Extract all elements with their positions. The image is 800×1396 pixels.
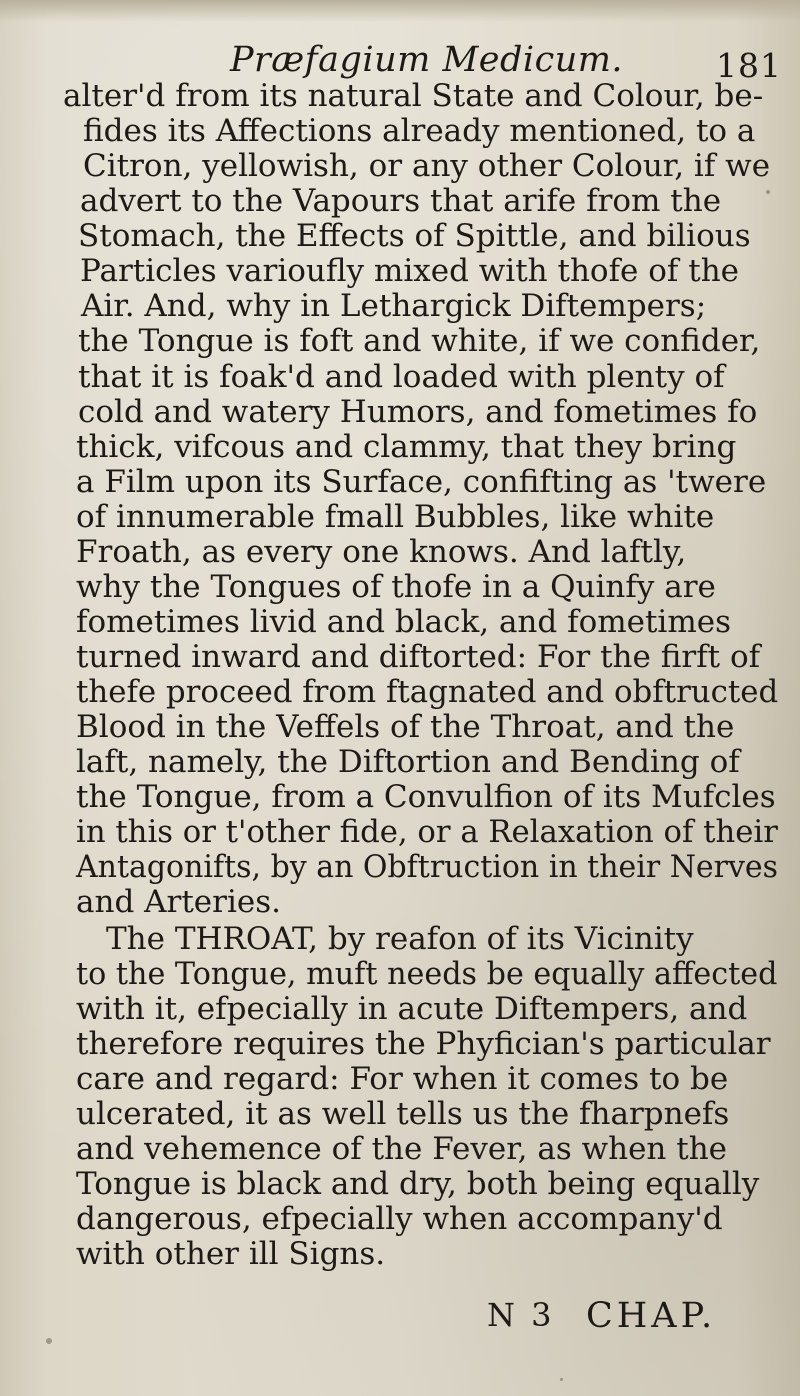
paper-speck	[766, 190, 770, 194]
text-line: the Tongue, from a Convulfion of its Mufcles	[76, 779, 776, 815]
text-line: with it, efpecially in acute Diftempers, and	[76, 991, 748, 1027]
text-line: therefore requires the Phyfician's particular	[76, 1026, 771, 1062]
text-line: to the Tongue, muft needs be equally affected	[76, 956, 778, 992]
running-head-title: Præfagium Medicum.	[230, 40, 624, 80]
text-line: Particles varioufly mixed with thofe of the	[80, 253, 740, 289]
text-line: fides its Affections already mentioned, to a	[83, 113, 756, 149]
text-line: with other ill Signs.	[76, 1236, 386, 1272]
paper-speck	[46, 1338, 52, 1344]
text-line: Citron, yellowish, or any other Colour, if we	[83, 148, 771, 184]
paper-speck	[560, 1378, 563, 1381]
text-line: and vehemence of the Fever, as when the	[76, 1131, 728, 1167]
catchword: CHAP.	[586, 1296, 717, 1336]
text-line: advert to the Vapours that arife from the	[80, 183, 722, 219]
page-footer	[0, 1296, 800, 1346]
text-line: laft, namely, the Diftortion and Bending of	[76, 744, 740, 780]
text-line: The THROAT, by reafon of its Vicinity	[106, 921, 694, 957]
signature-mark: N 3	[487, 1296, 555, 1334]
text-line: fometimes livid and black, and fometimes	[76, 604, 731, 640]
text-line: thick, vifcous and clammy, that they bring	[76, 429, 737, 465]
text-line: and Arteries.	[76, 884, 281, 920]
text-line: the Tongue is foft and white, if we confider,	[78, 323, 761, 359]
text-line: of innumerable fmall Bubbles, like white	[76, 499, 715, 535]
text-line: care and regard: For when it comes to be	[76, 1061, 729, 1097]
text-line: Tongue is black and dry, both being equally	[76, 1166, 760, 1202]
page-top-edge	[0, 0, 800, 22]
text-line: Stomach, the Effects of Spittle, and bilious	[78, 218, 751, 254]
text-line: ulcerated, it as well tells us the fharpnefs	[76, 1096, 730, 1132]
text-line: in this or t'other fide, or a Relaxation of their	[76, 814, 778, 850]
text-line: that it is foak'd and loaded with plenty of	[78, 359, 725, 395]
text-line: Air. And, why in Lethargick Diftempers;	[81, 288, 707, 324]
text-line: alter'd from its natural State and Colour, be-	[63, 78, 764, 114]
text-line: Blood in the Veffels of the Throat, and the	[76, 709, 735, 745]
text-line: Froath, as every one knows. And laftly,	[76, 534, 687, 570]
text-line: why the Tongues of thofe in a Quinfy are	[76, 569, 716, 605]
text-line: a Film upon its Surface, confifting as 'twere	[76, 464, 767, 500]
text-line: turned inward and diftorted: For the firft of	[76, 639, 761, 675]
text-line: cold and watery Humors, and fometimes fo	[78, 394, 758, 430]
page-number: 181	[716, 46, 782, 85]
text-line: dangerous, efpecially when accompany'd	[76, 1201, 723, 1237]
text-line: Antagonifts, by an Obftruction in their Nerves	[76, 849, 779, 885]
text-line: thefe proceed from ftagnated and obftructed	[76, 674, 779, 710]
